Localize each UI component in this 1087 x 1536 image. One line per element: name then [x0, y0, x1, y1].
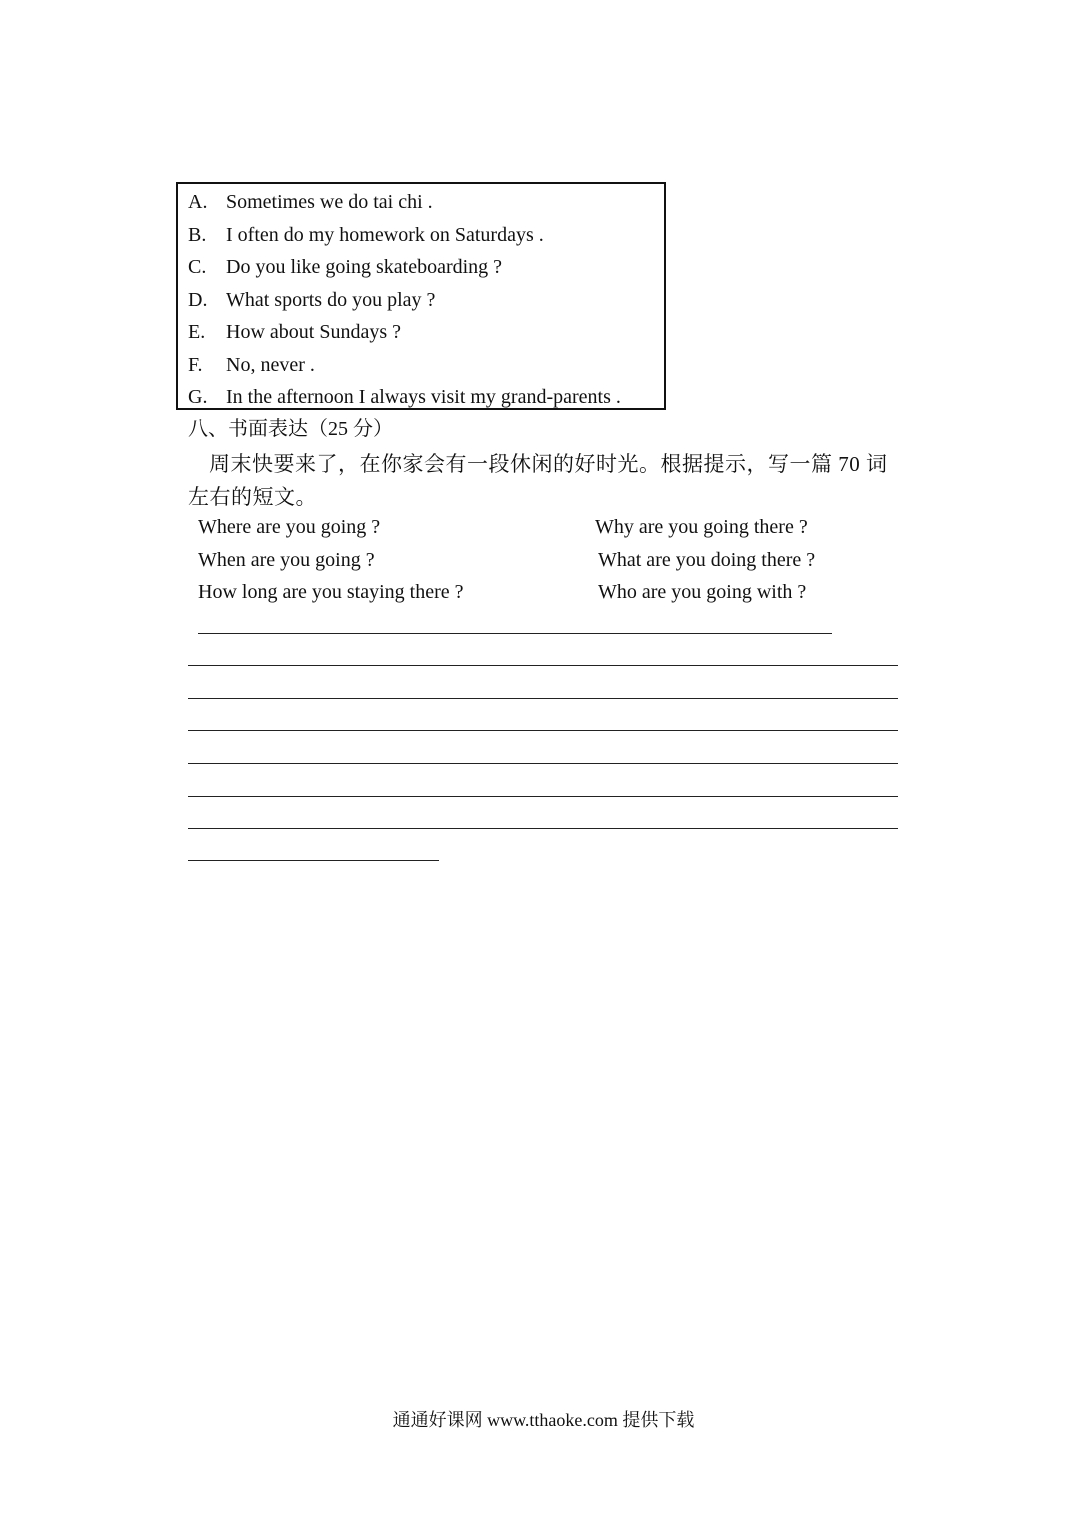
- option-text: Sometimes we do tai chi .: [226, 191, 433, 213]
- answer-line-3[interactable]: [188, 698, 898, 699]
- answer-line-8[interactable]: [188, 860, 439, 861]
- option-text: Do you like going skateboarding ?: [226, 256, 503, 278]
- option-a: [188, 190, 433, 214]
- prompt-what: What are you doing there ?: [598, 549, 816, 571]
- option-g: [188, 385, 621, 409]
- option-text: In the afternoon I always visit my grand-parents .: [226, 386, 621, 408]
- option-letter: C.: [188, 256, 207, 278]
- option-letter: A.: [188, 191, 208, 213]
- options-box: [176, 182, 666, 410]
- prompt-why: Why are you going there ?: [595, 516, 808, 538]
- answer-line-7[interactable]: [188, 828, 898, 829]
- option-d: [188, 288, 435, 312]
- prompt-where: Where are you going ?: [198, 516, 381, 538]
- option-f: [188, 353, 315, 377]
- answer-line-6[interactable]: [188, 796, 898, 797]
- section-title: 八、书面表达（25 分）: [188, 418, 393, 440]
- option-text: I often do my homework on Saturdays .: [226, 224, 544, 246]
- footer-credit: 通通好课网 www.tthaoke.com 提供下载: [392, 1410, 695, 1430]
- option-text: No, never .: [226, 354, 315, 376]
- option-letter: B.: [188, 224, 207, 246]
- option-text: What sports do you play ?: [226, 289, 436, 311]
- option-b: [188, 223, 544, 247]
- option-letter: D.: [188, 289, 208, 311]
- answer-line-4[interactable]: [188, 730, 898, 731]
- writing-instruction: 周末快要来了，在你家会有一段休闲的好时光。根据提示，写一篇 70 词左右的短文。: [188, 452, 888, 509]
- prompt-how-long: How long are you staying there ?: [198, 581, 464, 603]
- answer-line-2[interactable]: [188, 665, 898, 666]
- prompt-when: When are you going ?: [198, 549, 375, 571]
- answer-line-1[interactable]: [198, 633, 832, 634]
- option-letter: F.: [188, 354, 203, 376]
- option-text: How about Sundays ?: [226, 321, 401, 343]
- answer-line-5[interactable]: [188, 763, 898, 764]
- option-c: [188, 255, 502, 279]
- prompt-who: Who are you going with ?: [598, 581, 807, 603]
- option-letter: E.: [188, 321, 206, 343]
- option-e: [188, 320, 401, 344]
- option-letter: G.: [188, 386, 208, 408]
